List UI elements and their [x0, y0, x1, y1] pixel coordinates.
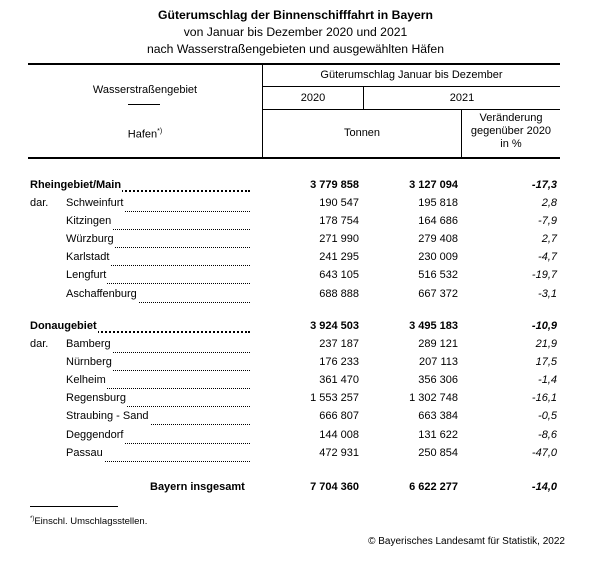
- region-2020: 3 924 503: [310, 320, 359, 332]
- port-change: -3,1: [538, 288, 557, 300]
- port-row: [0, 371, 591, 389]
- port-change: -1,4: [538, 374, 557, 386]
- port-name: Würzburg: [66, 230, 115, 248]
- total-2021: 6 622 277: [409, 481, 458, 493]
- port-2021: 356 306: [418, 374, 458, 386]
- port-change: -47,0: [531, 447, 557, 459]
- total-change: -14,0: [531, 481, 557, 493]
- header-unit: Tonnen: [343, 127, 381, 139]
- footnote-mark: *): [157, 128, 163, 135]
- port-change: -16,1: [531, 392, 557, 404]
- port-change: -4,7: [538, 251, 557, 263]
- port-2020: 237 187: [319, 338, 359, 350]
- footnote-rule: [30, 506, 118, 507]
- port-name: Deggendorf: [66, 426, 125, 444]
- footnote: *)Einschl. Umschlagsstellen.: [30, 516, 148, 528]
- port-change: 2,7: [541, 233, 557, 245]
- header-year-2021: 2021: [449, 92, 475, 104]
- port-2020: 176 233: [319, 356, 359, 368]
- header-area: Wasserstraßengebiet: [92, 84, 198, 96]
- header-change-line1: Veränderung: [479, 112, 543, 124]
- port-change: 2,8: [541, 197, 557, 209]
- port-row: [0, 353, 591, 371]
- port-2020: 1 553 257: [310, 392, 359, 404]
- header-group-rule: [263, 86, 560, 87]
- region-2020: 3 779 858: [310, 179, 359, 191]
- port-name: Straubing - Sand: [66, 407, 150, 425]
- port-change: -0,5: [538, 410, 557, 422]
- port-2020: 643 105: [319, 269, 359, 281]
- header-year-2020: 2020: [300, 92, 326, 104]
- port-2020: 472 931: [319, 447, 359, 459]
- port-2021: 195 818: [418, 197, 458, 209]
- header-top-rule: [28, 63, 560, 65]
- region-row: [0, 317, 591, 335]
- source-note: © Bayerisches Landesamt für Statistik, 2022: [368, 536, 565, 547]
- port-name: Aschaffenburg: [66, 285, 138, 303]
- total-row: [0, 478, 591, 496]
- port-row: [0, 194, 591, 212]
- port-row: [0, 285, 591, 303]
- region-2021: 3 495 183: [409, 320, 458, 332]
- region-change: -10,9: [531, 320, 557, 332]
- port-name: Regensburg: [66, 389, 127, 407]
- port-2020: 178 754: [319, 215, 359, 227]
- port-2021: 663 384: [418, 410, 458, 422]
- port-2020: 144 008: [319, 429, 359, 441]
- port-2020: 666 807: [319, 410, 359, 422]
- port-2020: 271 990: [319, 233, 359, 245]
- port-row: [0, 407, 591, 425]
- port-2021: 516 532: [418, 269, 458, 281]
- header-area-separator: [128, 104, 160, 105]
- port-2021: 164 686: [418, 215, 458, 227]
- port-2020: 361 470: [319, 374, 359, 386]
- table-title: Güterumschlag der Binnenschifffahrt in Bayern: [158, 8, 433, 22]
- port-name: Kitzingen: [66, 212, 112, 230]
- region-row: [0, 176, 591, 194]
- port-row: [0, 389, 591, 407]
- region-name: Donaugebiet: [30, 317, 98, 335]
- table-subtitle-period: von Januar bis Dezember 2020 und 2021: [183, 25, 408, 39]
- port-name: Kelheim: [66, 371, 107, 389]
- region-2021: 3 127 094: [409, 179, 458, 191]
- header-change-line3: in %: [500, 138, 522, 150]
- header-group: Güterumschlag Januar bis Dezember: [320, 69, 503, 81]
- port-name: Passau: [66, 444, 104, 462]
- region-change: -17,3: [531, 179, 557, 191]
- port-change: -8,6: [538, 429, 557, 441]
- row-prefix: dar.: [30, 338, 49, 350]
- port-change: -19,7: [531, 269, 557, 281]
- header-year-rule: [263, 109, 560, 110]
- port-name: Schweinfurt: [66, 194, 124, 212]
- port-2021: 131 622: [418, 429, 458, 441]
- port-name: Nürnberg: [66, 353, 113, 371]
- total-label: Bayern insgesamt: [150, 478, 246, 496]
- port-2021: 230 009: [418, 251, 458, 263]
- port-2021: 279 408: [418, 233, 458, 245]
- port-change: -7,9: [538, 215, 557, 227]
- port-row: [0, 426, 591, 444]
- header-port: Hafen*): [127, 128, 163, 141]
- total-2020: 7 704 360: [310, 481, 359, 493]
- port-row: [0, 266, 591, 284]
- port-name: Lengfurt: [66, 266, 107, 284]
- port-2021: 1 302 748: [409, 392, 458, 404]
- port-2021: 667 372: [418, 288, 458, 300]
- port-2021: 289 121: [418, 338, 458, 350]
- port-2021: 207 113: [419, 356, 458, 368]
- port-name: Bamberg: [66, 335, 112, 353]
- table-subtitle-breakdown: nach Wasserstraßengebieten und ausgewählten Häfen: [147, 42, 444, 56]
- port-change: 17,5: [535, 356, 557, 368]
- port-name: Karlstadt: [66, 248, 110, 266]
- port-2020: 688 888: [319, 288, 359, 300]
- port-2021: 250 854: [418, 447, 458, 459]
- port-2020: 190 547: [319, 197, 359, 209]
- row-prefix: dar.: [30, 197, 49, 209]
- port-row: [0, 444, 591, 462]
- port-row: [0, 335, 591, 353]
- region-name: Rheingebiet/Main: [30, 176, 122, 194]
- port-change: 21,9: [535, 338, 557, 350]
- header-change-line2: gegenüber 2020: [470, 125, 552, 137]
- port-row: [0, 212, 591, 230]
- port-row: [0, 230, 591, 248]
- port-2020: 241 295: [319, 251, 359, 263]
- header-bottom-rule: [28, 157, 560, 159]
- port-row: [0, 248, 591, 266]
